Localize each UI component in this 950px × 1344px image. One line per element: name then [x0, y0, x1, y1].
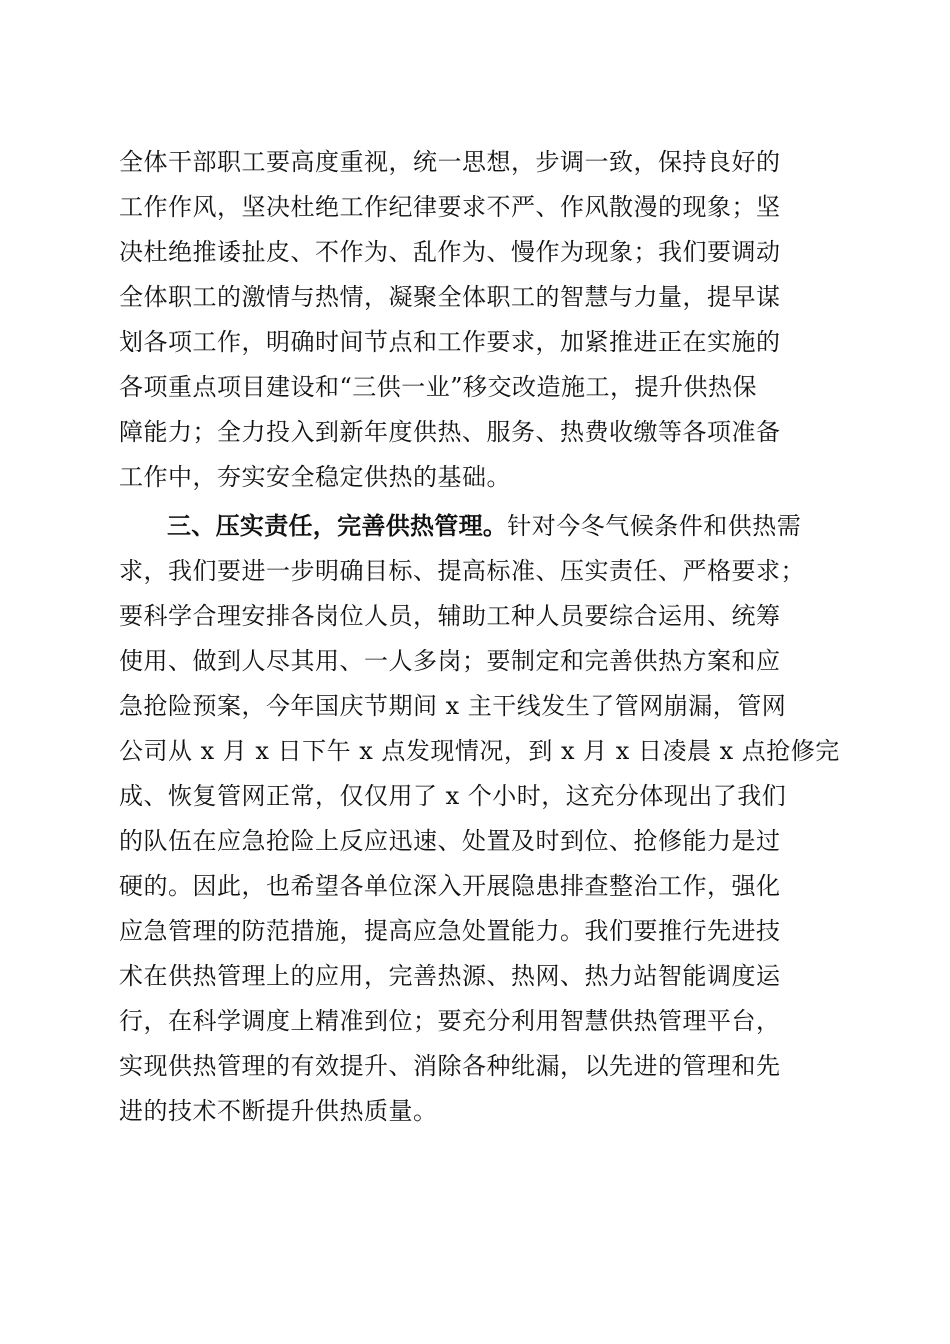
text-line: 工作作风，坚决杜绝工作纪律要求不严、作风散漫的现象；坚	[119, 193, 781, 221]
text-line: 公司从 x 月 x 日下午 x 点发现情况，到 x 月 x 日凌晨 x 点抢修完	[119, 737, 840, 765]
text-line: 障能力；全力投入到新年度供热、服务、热费收缴等各项准备	[119, 418, 781, 446]
document-body	[119, 140, 839, 1134]
text-line: 求，我们要进一步明确目标、提高标准、压实责任、严格要求；	[119, 557, 805, 585]
first-line-text: 针对今冬气候条件和供热需	[507, 512, 802, 540]
text-line: 行，在科学调度上精准到位；要充分利用智慧供热管理平台，	[119, 1007, 781, 1035]
text-line: 全体干部职工要高度重视，统一思想，步调一致，保持良好的	[119, 148, 781, 176]
text-line: 决杜绝推诿扯皮、不作为、乱作为、慢作为现象；我们要调动	[119, 238, 781, 266]
paragraph-first-line	[119, 504, 839, 549]
text-line: 使用、做到人尽其用、一人多岗；要制定和完善供热方案和应	[119, 647, 781, 675]
text-line: 要科学合理安排各岗位人员，辅助工种人员要综合运用、统筹	[119, 602, 781, 630]
text-line: 术在供热管理上的应用，完善热源、热网、热力站智能调度运	[119, 962, 781, 990]
text-line: 应急管理的防范措施，提高应急处置能力。我们要推行先进技	[119, 917, 781, 945]
text-line: 实现供热管理的有效提升、消除各种纰漏，以先进的管理和先	[119, 1052, 781, 1080]
text-line: 的队伍在应急抢险上反应迅速、处置及时到位、抢修能力是过	[119, 827, 781, 855]
paragraph-heat-management	[119, 504, 839, 1134]
text-line: 各项重点项目建设和“三供一业”移交改造施工，提升供热保	[119, 373, 758, 401]
text-line: 工作中，夯实安全稳定供热的基础。	[119, 463, 511, 491]
text-line: 成、恢复管网正常，仅仅用了 x 个小时，这充分体现出了我们	[119, 782, 787, 810]
text-line: 全体职工的激情与热情，凝聚全体职工的智慧与力量，提早谋	[119, 283, 781, 311]
text-line: 进的技术不断提升供热质量。	[119, 1097, 438, 1125]
paragraph-work-style	[119, 140, 839, 500]
text-line: 急抢险预案，今年国庆节期间 x 主干线发生了管网崩漏，管网	[119, 692, 787, 720]
text-line: 硬的。因此，也希望各单位深入开展隐患排查整治工作，强化	[119, 872, 781, 900]
text-line: 划各项工作，明确时间节点和工作要求，加紧推进正在实施的	[119, 328, 781, 356]
section-heading: 三、压实责任，完善供热管理。	[167, 512, 508, 540]
